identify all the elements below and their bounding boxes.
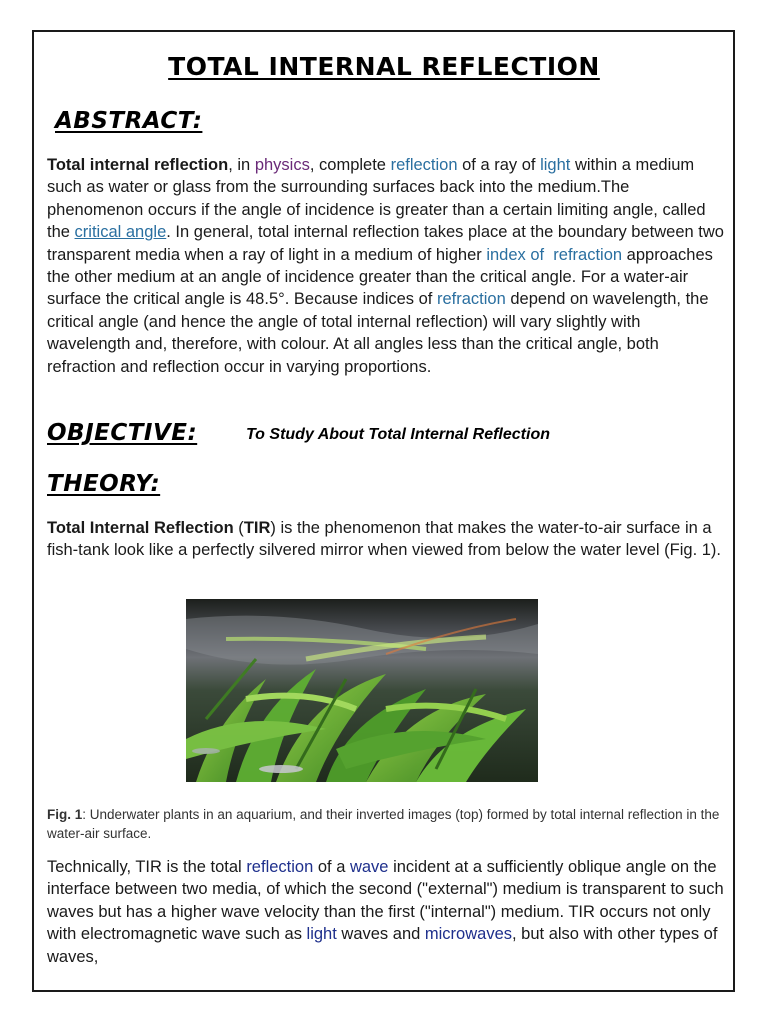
page-title: TOTAL INTERNAL REFLECTION [168, 52, 600, 81]
text: , in [228, 156, 255, 174]
aquarium-figure-image [186, 599, 538, 782]
link-reflection-2[interactable]: reflection [246, 858, 314, 876]
figure-caption [47, 805, 727, 843]
link-microwaves[interactable]: microwaves [424, 925, 512, 944]
link-critical-angle[interactable]: critical angle [74, 223, 167, 242]
link-index-of-refraction[interactable]: index of refraction [486, 245, 623, 264]
objective-heading: OBJECTIVE: [47, 420, 198, 446]
theory-heading: THEORY: [47, 471, 161, 497]
link-light-2[interactable]: light [306, 925, 337, 944]
text: approaches the other medium at an angle of incidence greater than the critical angle. For a water-air surface the critical angle is 48.5°. Because indices of [47, 245, 713, 309]
link-reflection[interactable]: reflection [390, 156, 458, 174]
text: of a ray of [457, 156, 541, 174]
link-light[interactable]: light [540, 156, 571, 174]
abstract-term: Total internal reflection [47, 156, 229, 174]
tir-abbr: TIR [243, 519, 271, 537]
link-wave[interactable]: wave [349, 858, 389, 876]
caption-text: : Underwater plants in an aquarium, and their inverted images (top) formed by total internal reflection in the water-air surface. [47, 807, 720, 841]
text: incident at a sufficiently oblique angle on the interface between two media, of which the second ("external") medium is transparent to such waves but has a higher wave velocity than the first ("internal") medium. TIR occurs not only with electromagnetic wave such as [47, 858, 724, 944]
tir-term: Total Internal Reflection [47, 519, 234, 537]
abstract-heading: ABSTRACT: [55, 108, 203, 134]
text: waves and [336, 925, 425, 944]
text: . In general, total internal reflection takes place at the boundary between two transparent media when a ray of light in a medium of higher [47, 223, 724, 264]
text: depend on wavelength, the critical angle (and hence the angle of total internal reflection) will vary slightly with wavelength and, therefore, with colour. At all angles less than the critical angle, both refraction and reflection occur in varying proportions. [47, 290, 709, 376]
figure-label: Fig. 1 [47, 807, 83, 822]
aquarium-illustration [186, 599, 538, 782]
abstract-paragraph [47, 154, 725, 378]
link-physics[interactable]: physics [254, 156, 310, 174]
theory-paragraph-1 [47, 517, 725, 562]
theory-paragraph-2 [47, 856, 725, 968]
text: ( [233, 519, 244, 537]
text: , but also with other types of waves, [47, 925, 718, 966]
text: within a medium such as water or glass from the surrounding surfaces back into the medium.The phenomenon occurs if the angle of incidence is greater than a certain limiting angle, called the [47, 156, 706, 242]
link-refraction[interactable]: refraction [436, 290, 506, 309]
text: of a [313, 858, 350, 876]
text: ) is the phenomenon that makes the water-to-air surface in a fish-tank look like a perfectly silvered mirror when viewed from below the water level (Fig. 1). [47, 519, 722, 560]
text: Technically, TIR is the total [47, 858, 247, 876]
text: , complete [309, 156, 391, 174]
objective-text: To Study About Total Internal Reflection [246, 426, 550, 443]
